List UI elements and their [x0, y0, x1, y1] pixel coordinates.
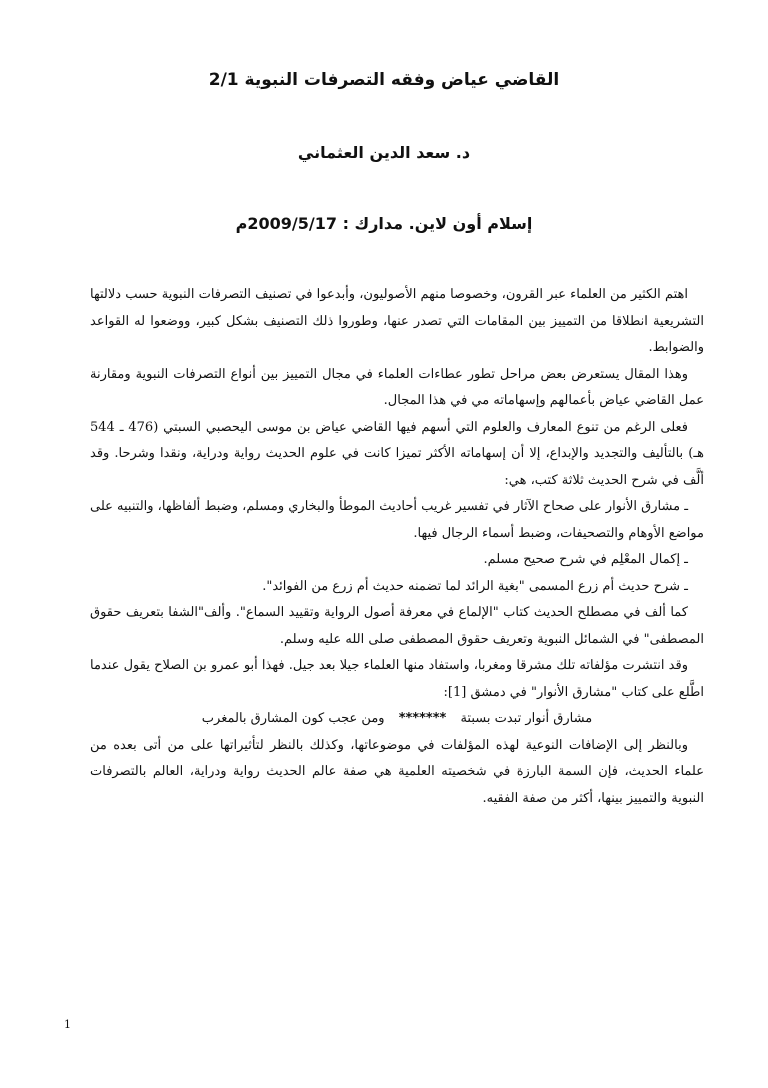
poem-separator: ******* [398, 711, 447, 726]
paragraph-other-works: كما ألف في مصطلح الحديث كتاب "الإلماع في معرفة أصول الرواية وتقييد السماع". وألف"الشفا بتعريف حقوق المصطفى" في الشمائل النبوية وتعريف حقوق المصطفى صلى الله عليه وسلم. [90, 605, 704, 647]
paragraph-purpose: وهذا المقال يستعرض بعض مراحل تطور عطاءات العلماء في مجال التمييز بين أنواع التصرفات النبوية ومقارنة عمل القاضي عياض بأعمالهم وإسهاماته مي في هذا المجال. [90, 366, 704, 408]
paragraph-biography: فعلى الرغم من تنوع المعارف والعلوم التي أسهم فيها القاضي عياض بن موسى اليحصبي السبتي (476 ـ 544 هـ) بالتأليف والتجديد والإبداع، إلا أن إسهاماته الأكثر تميزا كانت في علوم الحديث رواية ودراية، ونقدا وشرحا. وقد ألَّف في شرح الحديث ثلاثة كتب، هي: [90, 419, 704, 488]
article-title: القاضي عياض وفقه التصرفات النبوية 2/1 [208, 70, 560, 90]
poem-first-hemistich: مشارق أنوار تبدت بسبتة [460, 711, 593, 726]
poem-second-hemistich: ومن عجب كون المشارق بالمغرب [201, 711, 385, 726]
list-item-mashariq: ـ مشارق الأنوار على صحاح الآثار في تفسير غريب أحاديث الموطأ والبخاري ومسلم، وضبط ألفاظها، والتنبيه على مواضع الأوهام والتصحيفات، وضبط أسماء الرجال فيها. [90, 499, 704, 541]
page-number: 1 [64, 1018, 71, 1031]
list-item-ikmal: ـ إكمال المعْلِم في شرح صحيح مسلم. [483, 552, 688, 567]
paragraph-conclusion: وبالنظر إلى الإضافات النوعية لهذه المؤلفات في موضوعاتها، وكذلك بالنظر لتأثيراتها على من أتى بعده من علماء الحديث، فإن السمة البارزة في شخصيته العلمية هي صفة عالم الحديث رواية ودراية، العالم بالتصرفات النبوية والتمييز بينها، أكثر من صفة الفقيه. [90, 737, 704, 806]
article-author: د. سعد الدين العثماني [297, 143, 471, 162]
article-body [90, 282, 704, 812]
poem-verse [90, 706, 704, 733]
paragraph-intro: اهتم الكثير من العلماء عبر القرون، وخصوصا منهم الأصوليون، وأبدعوا في تصنيف التصرفات النبوية حسب دلالتها التشريعية انطلاقا من التمييز بين المقامات التي تصدر عنها، وطوروا ذلك التصنيف بشكل كبير، ووضعوا له القواعد والضوابط. [90, 287, 704, 355]
paragraph-spread: وقد انتشرت مؤلفاته تلك مشرقا ومغربا، واستفاد منها العلماء جيلا بعد جيل. فهذا أبو عمرو بن الصلاح يقول عندما اطَّلع على كتاب "مشارق الأنوار" في دمشق [1]: [90, 658, 704, 700]
list-item-umm-zar: ـ شرح حديث أم زرع المسمى "بغية الرائد لما تضمنه حديث أم زرع من الفوائد". [262, 578, 688, 594]
article-source-date: إسلام أون لاين. مدارك : 2009/5/17م [235, 214, 533, 233]
